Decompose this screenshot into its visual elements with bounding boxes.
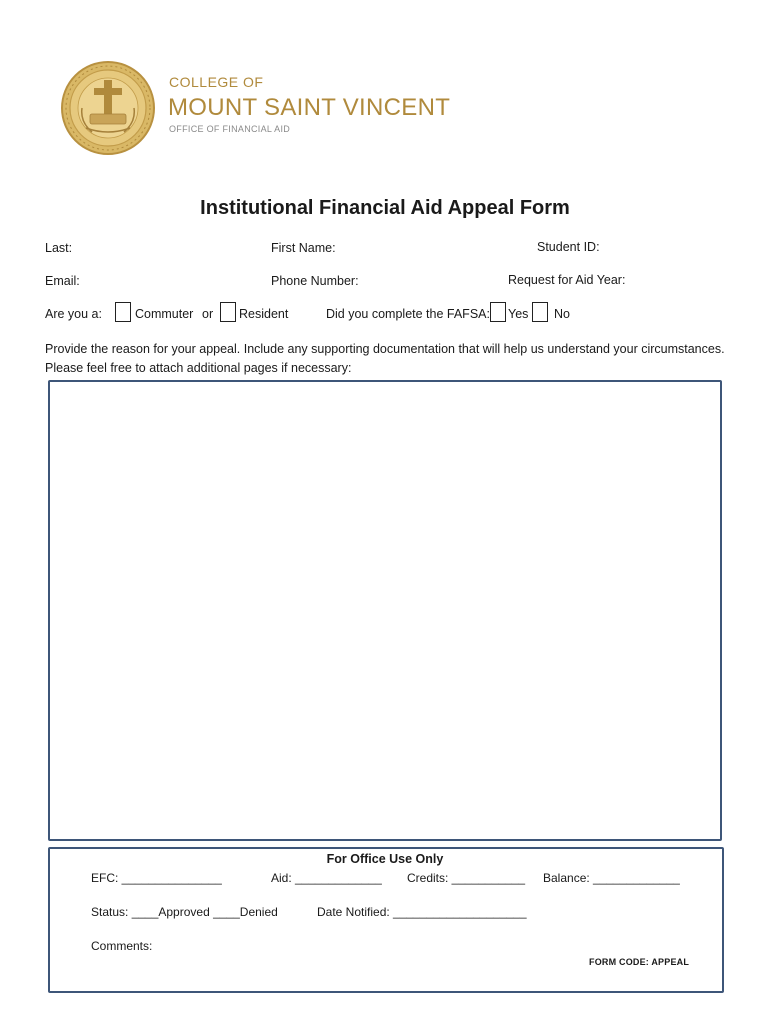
comments-field[interactable]: Comments: (91, 939, 153, 953)
appeal-reason-textarea[interactable] (48, 380, 722, 841)
status-field[interactable]: Status: ____Approved ____Denied (91, 905, 278, 919)
phone-field[interactable]: Phone Number: (271, 274, 359, 288)
commuter-checkbox[interactable] (115, 302, 131, 322)
fafsa-question: Did you complete the FAFSA: (326, 307, 490, 321)
college-seal-icon (60, 60, 156, 156)
date-notified-field[interactable]: Date Notified: ____________________ (317, 905, 527, 919)
residency-question: Are you a: (45, 307, 102, 321)
appeal-instructions: Provide the reason for your appeal. Include any supporting documentation that will help us understand your circumstances. Please feel free to attach additional pages if necessary: (45, 342, 725, 375)
office-name: OFFICE OF FINANCIAL AID (169, 124, 291, 134)
fafsa-yes-checkbox[interactable] (490, 302, 506, 322)
form-code: FORM CODE: APPEAL (589, 957, 690, 967)
college-name: MOUNT SAINT VINCENT (168, 94, 451, 121)
college-of-label: COLLEGE OF (169, 74, 264, 90)
fafsa-no-checkbox[interactable] (532, 302, 548, 322)
aid-year-field[interactable]: Request for Aid Year: (508, 273, 626, 287)
office-use-section (48, 847, 724, 993)
efc-field[interactable]: EFC: _______________ (91, 871, 222, 885)
office-use-title: For Office Use Only (326, 852, 444, 866)
form-title: Institutional Financial Aid Appeal Form (200, 197, 570, 219)
resident-checkbox[interactable] (220, 302, 236, 322)
fafsa-yes-label: Yes (508, 307, 529, 321)
fafsa-no-label: No (554, 307, 570, 321)
email-field[interactable]: Email: (45, 274, 80, 288)
aid-field[interactable]: Aid: _____________ (271, 871, 382, 885)
commuter-label: Commuter (135, 307, 194, 321)
student-id-field[interactable]: Student ID: (537, 240, 600, 254)
balance-field[interactable]: Balance: _____________ (543, 871, 680, 885)
last-name-field[interactable]: Last: (45, 241, 73, 255)
credits-field[interactable]: Credits: ___________ (407, 871, 526, 885)
or-label: or (202, 307, 214, 321)
resident-label: Resident (239, 307, 289, 321)
first-name-field[interactable]: First Name: (271, 241, 336, 255)
